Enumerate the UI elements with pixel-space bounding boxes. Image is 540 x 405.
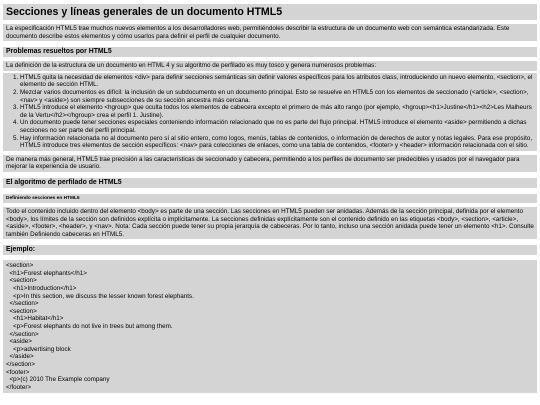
- list-item: 5. Hay información relacionada no al documento pero sí al sitio entero, como logos, menús, tablas de contenidos, o información de derechos de autor y notas legales. Para ese propósito, HTML5 introduce tres elementos de sección específicos: <nav> para colecciones de enlaces, como una tabla de contenidos, <footer> y <header> información relacionada con el sitio.: [20, 135, 534, 150]
- list-item: 1. HTML5 quita la necesidad de elementos <div> para definir secciones semánticas sin definir valores específicos para los atributos class, introduciendo un nuevo elemento, <section>, el elemento de sección HTML.: [20, 74, 534, 89]
- list-item: 3. HTML5 introduce el elemento <hgroup> que oculta todos los elementos de cabecera excepto el primero de más alto rango (por ejemplo, <hgroup><h1>Justine</h1><h2>Les Malheurs de la Vertu</h2></hgroup> crea el perfil 1. Justine).: [20, 104, 534, 119]
- problems-summary-paragraph: De manera más general, HTML5 trae precisión a las características de seccionado y cabecera, permitiendo a los perfiles de documento ser predecibles y usados por el navegador para mejorar la experiencia de usuario.: [3, 155, 537, 172]
- section-heading-algorithm: El algoritmo de perfilado de HTML5: [3, 178, 537, 188]
- list-item: 2. Mezclar varios documentos es difícil: la inclusión de un subdocumento en un documento principal. Esto se resuelve en HTML5 con los elementos de seccionado (<article>, <section>, <nav> y <aside>) son siempre subsecciones de su sección ancestra más cercana.: [20, 89, 534, 104]
- page-title: Secciones y líneas generales de un documento HTML5: [3, 4, 537, 20]
- problems-list: [3, 73, 537, 151]
- section-heading-problems: Problemas resueltos por HTML5: [3, 47, 537, 57]
- section-heading-example: Ejemplo:: [3, 245, 537, 255]
- problems-lead-paragraph: La definición de la estructura de un documento en HTML 4 y su algoritmo de perfilado es muy tosco y genera numerosos problemas:: [3, 61, 537, 71]
- list-item: 4. Un documento puede tener secciones especiales conteniendo información relacionado que no es parte del flujo principal. HTML5 introduce el elemento <aside> permitiendo a dichas secciones no ser parte del perfil principal.: [20, 119, 534, 134]
- code-example: <section> <h1>Forest elephants</h1> <section> <h1>Introduction</h1> <p>In this section, we discuss the lesser known forest elephants. </section> <section> <h1>Habitat</h1> <p>Forest elephants do not live in trees but among them. </section> <aside> <p>advertising block </aside> </section> <footer> <p>(c) 2010 The Example company </footer>: [3, 260, 537, 393]
- subsection-heading-defining-sections: Definiendo secciones en HTML5: [3, 194, 537, 203]
- intro-paragraph: La especificación HTML5 trae muchos nuevos elementos a los desarrolladores web, permitiéndoles describir la estructura de un documento web con semántica estandarizada. Este documento describe estos elementos y cómo usarlos para definir el perfil de cualquier documento.: [3, 24, 537, 41]
- algorithm-paragraph: Todo el contenido incluido dentro del elemento <body> es parte de una sección. Las secciones en HTML5 pueden ser anidadas. Además de la sección principal, definida por el elemento <body>, los límites de la sección son definidos explícita o implícitamente. La secciones definidas explícitamente son el contenido definido en las etiquetas <body>, <section>, <article>, <aside>, <footer>, <header>, y <nav>. Nota: Cada sección puede tener su propia jerarquía de cabeceras. Por lo tanto, incluso una sección anidada puede tener un elemento <h1>. Consulte también Definiendo cabeceras en HTML5.: [3, 207, 537, 239]
